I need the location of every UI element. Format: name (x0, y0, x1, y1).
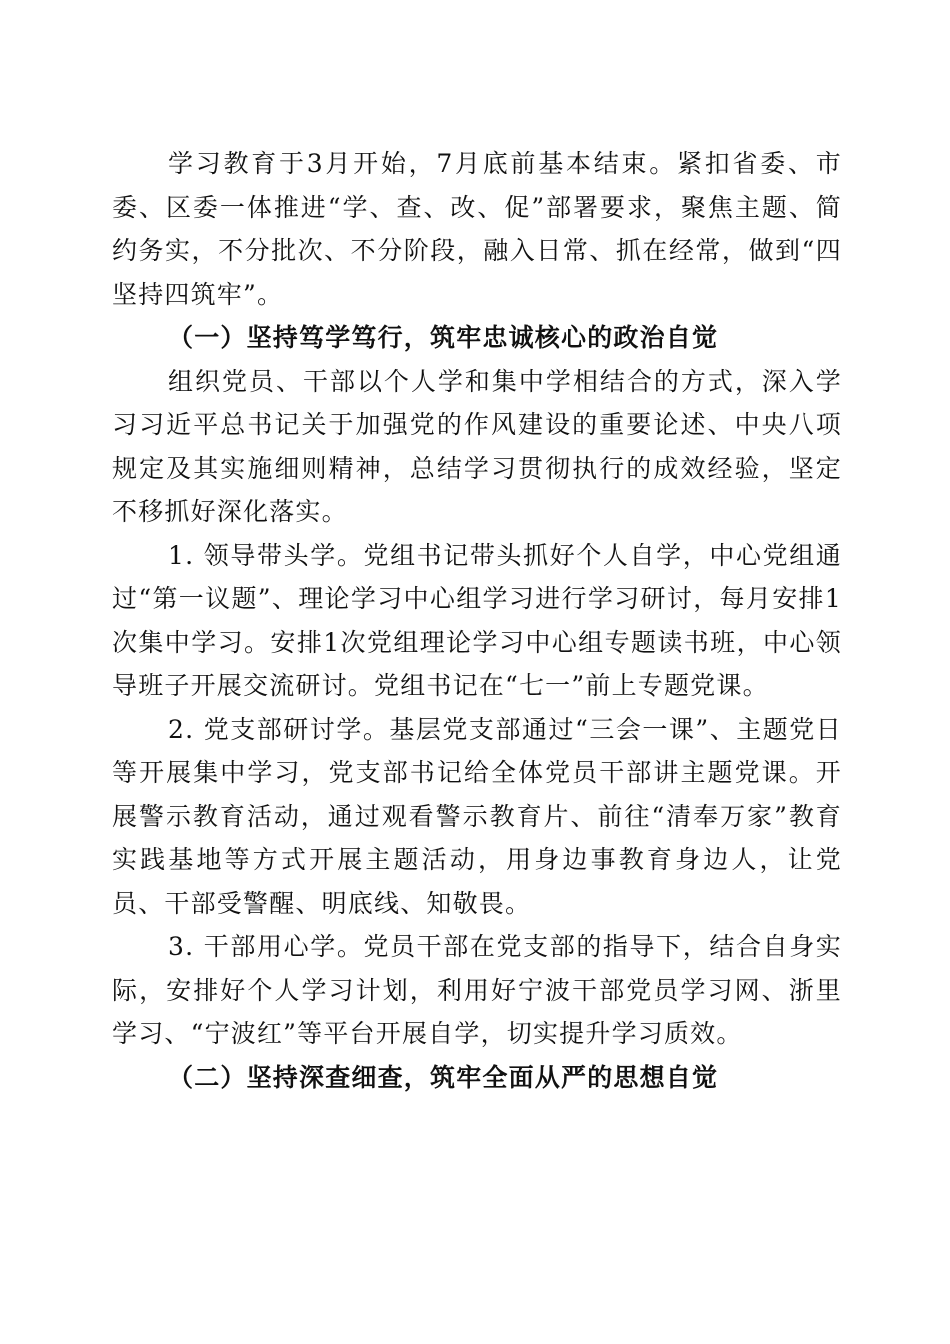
document-body (112, 142, 842, 1099)
item-2-paragraph: 2. 党支部研讨学。基层党支部通过“三会一课”、主题党日等开展集中学习，党支部书记给全体党员干部讲主题党课。开展警示教育活动，通过观看警示教育片、前往“清奉万家”教育实践基地等方式开展主题活动，用身边事教育身边人，让党员、干部受警醒、明底线、知敬畏。 (112, 714, 842, 918)
section-heading-2: （二）坚持深查细查，筑牢全面从严的思想自觉 (168, 1062, 719, 1092)
section-heading-1: （一）坚持笃学笃行，筑牢忠诚核心的政治自觉 (168, 323, 719, 352)
intro-paragraph: 学习教育于3月开始，7月底前基本结束。紧扣省委、市委、区委一体推进“学、查、改、促”部署要求，聚焦主题、简约务实，不分批次、不分阶段，融入日常、抓在经常，做到“四坚持四筑牢”。 (112, 149, 842, 309)
item-3-paragraph: 3. 干部用心学。党员干部在党支部的指导下，结合自身实际，安排好个人学习计划，利用好宁波干部党员学习网、浙里学习、“宁波红”等平台开展自学，切实提升学习质效。 (112, 932, 842, 1048)
section-1-paragraph: 组织党员、干部以个人学和集中学相结合的方式，深入学习习近平总书记关于加强党的作风建设的重要论述、中央八项规定及其实施细则精神，总结学习贯彻执行的成效经验，坚定不移抓好深化落实。 (112, 366, 842, 526)
item-1-paragraph: 1. 领导带头学。党组书记带头抓好个人自学，中心党组通过“第一议题”、理论学习中心组学习进行学习研讨，每月安排1次集中学习。安排1次党组理论学习中心组专题读书班，中心领导班子开展交流研讨。党组书记在“七一”前上专题党课。 (112, 540, 842, 700)
